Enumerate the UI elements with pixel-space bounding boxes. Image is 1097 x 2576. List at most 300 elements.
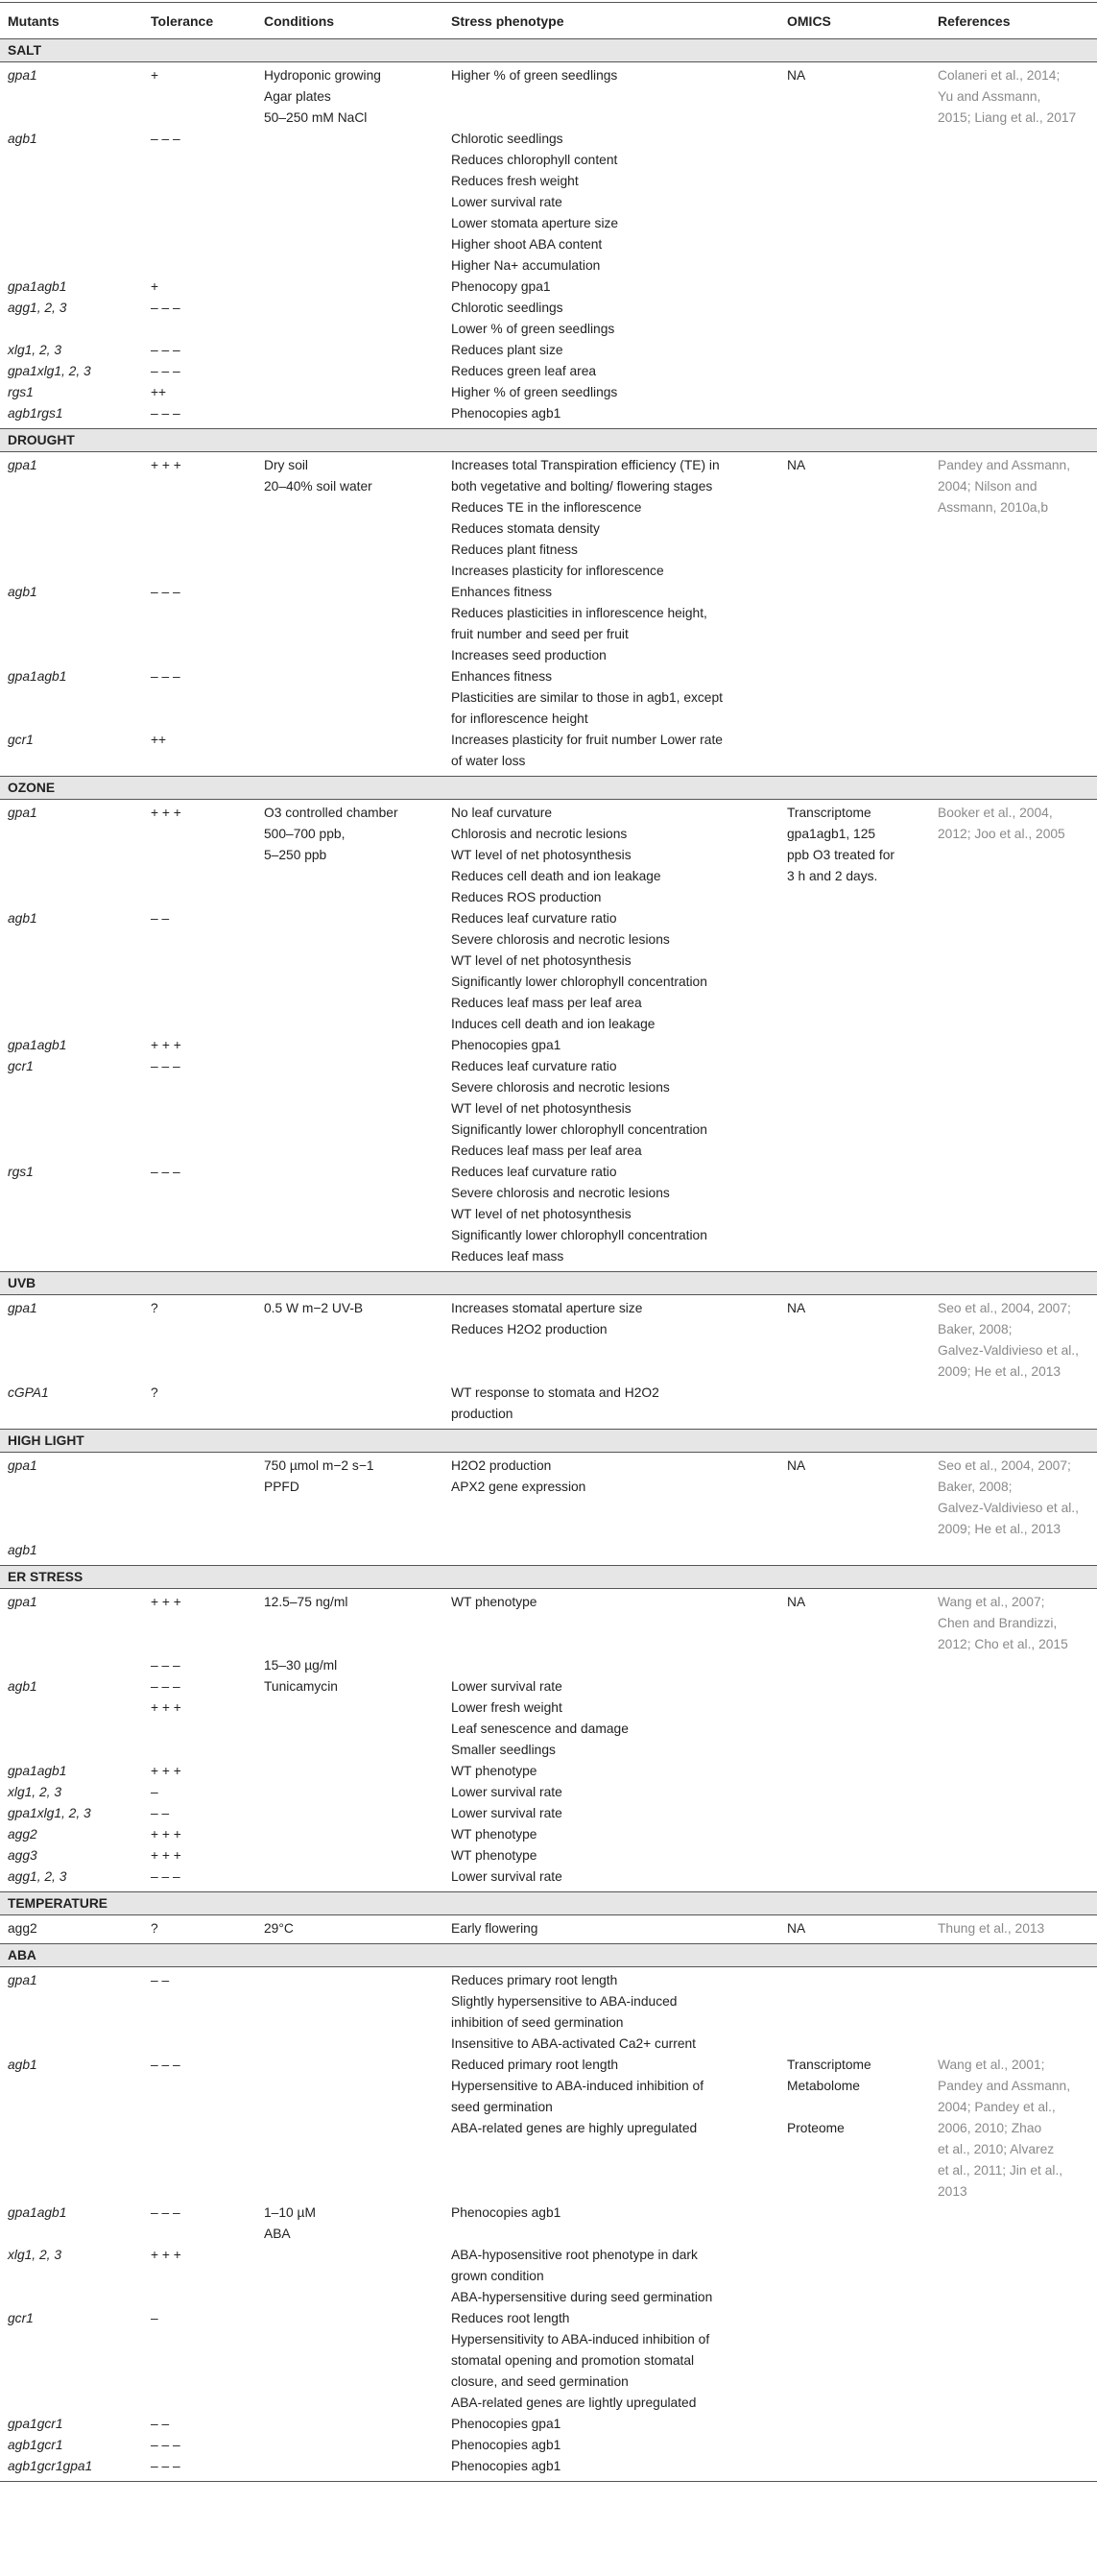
cell-line: Reduces root length	[451, 2311, 570, 2325]
references-cell	[930, 908, 1097, 1035]
omics-cell	[779, 1782, 930, 1803]
conditions-cell	[256, 403, 443, 429]
tolerance-cell: –	[151, 2311, 158, 2325]
cell-line: 750 µmol m−2 s−1	[264, 1458, 374, 1473]
references-cell	[930, 361, 1097, 382]
tolerance-cell: ?	[151, 1921, 158, 1936]
cell-line: Pandey and Assmann,	[938, 458, 1071, 472]
tolerance-cell: + + +	[151, 458, 181, 472]
phenotype-cell	[443, 730, 779, 777]
cell-line: Increases plasticity for inflorescence	[451, 564, 664, 578]
tolerance-cell: – – –	[151, 1679, 180, 1694]
header-mutants: Mutants	[0, 3, 143, 39]
table-row	[0, 1676, 1097, 1697]
table-row	[0, 298, 1097, 340]
cell-line: seed germination	[451, 2100, 553, 2114]
cell-line: Chen and Brandizzi,	[938, 1616, 1058, 1630]
conditions-cell	[256, 277, 443, 298]
table-row	[0, 2414, 1097, 2435]
conditions-cell	[256, 1295, 443, 1384]
mutant-cell: rgs1	[8, 1165, 34, 1179]
conditions-cell	[256, 1824, 443, 1845]
table-row	[0, 1845, 1097, 1866]
mutant-cell: gpa1	[8, 1301, 37, 1315]
cell-line: Reduces plant fitness	[451, 542, 578, 557]
phenotype-cell	[443, 2414, 779, 2435]
omics-cell	[779, 582, 930, 666]
omics-cell	[779, 403, 930, 429]
tolerance-cell: – – –	[151, 1658, 180, 1673]
cell-line: Agar plates	[264, 89, 331, 104]
tolerance-cell: – – –	[151, 585, 180, 599]
cell-line: Pandey and Assmann,	[938, 2079, 1071, 2093]
cell-line: Severe chlorosis and necrotic lesions	[451, 1080, 670, 1095]
conditions-cell	[256, 1383, 443, 1430]
phenotype-cell	[443, 129, 779, 277]
cell-line: Reduces cell death and ion leakage	[451, 869, 661, 883]
cell-line: Lower stomata aperture size	[451, 216, 619, 230]
omics-cell	[779, 666, 930, 730]
cell-line: 15–30 µg/ml	[264, 1658, 338, 1673]
tolerance-cell: – – –	[151, 2058, 180, 2072]
omics-cell	[779, 1676, 930, 1697]
cell-line: Chlorotic seedlings	[451, 132, 563, 146]
references-cell	[930, 1655, 1097, 1676]
section-row	[0, 1944, 1097, 1967]
cell-line: 2012; Cho et al., 2015	[938, 1637, 1068, 1651]
tolerance-cell: ?	[151, 1301, 158, 1315]
tolerance-cell: – –	[151, 1973, 170, 1987]
cell-line: Reduces primary root length	[451, 1973, 618, 1987]
references-cell	[930, 62, 1097, 130]
references-cell	[930, 1589, 1097, 1656]
conditions-cell	[256, 1056, 443, 1162]
phenotype-cell	[443, 2203, 779, 2245]
table-row	[0, 62, 1097, 130]
table-row	[0, 2245, 1097, 2308]
phenotype-cell	[443, 2456, 779, 2482]
cell-line: Reduces leaf mass per leaf area	[451, 1144, 642, 1158]
cell-line: Increases seed production	[451, 648, 607, 662]
cell-line: Lower survival rate	[451, 1869, 562, 1884]
section-row	[0, 777, 1097, 800]
tolerance-cell: –	[151, 1785, 158, 1799]
table-row	[0, 1589, 1097, 1656]
table-row	[0, 1540, 1097, 1566]
table-row	[0, 277, 1097, 298]
mutant-cell: gpa1agb1	[8, 1038, 67, 1052]
cell-line: Lower survival rate	[451, 195, 562, 209]
cell-line: Smaller seedlings	[451, 1743, 556, 1757]
cell-line: Reduces plasticities in inflorescence height,	[451, 606, 707, 620]
cell-line: Higher % of green seedlings	[451, 385, 618, 399]
phenotype-cell	[443, 382, 779, 403]
phenotype-cell	[443, 1782, 779, 1803]
table-row	[0, 2456, 1097, 2482]
references-cell	[930, 2456, 1097, 2482]
phenotype-cell	[443, 1915, 779, 1944]
section-title: TEMPERATURE	[0, 1892, 1097, 1915]
omics-cell	[779, 1383, 930, 1430]
table-row	[0, 452, 1097, 583]
table-row	[0, 1035, 1097, 1056]
conditions-cell	[256, 1035, 443, 1056]
omics-cell	[779, 730, 930, 777]
tolerance-cell: – –	[151, 1806, 170, 1820]
cell-line: WT level of net photosynthesis	[451, 1101, 632, 1116]
cell-line: Reduces leaf mass per leaf area	[451, 996, 642, 1010]
cell-line: Significantly lower chlorophyll concentration	[451, 975, 707, 989]
references-cell	[930, 277, 1097, 298]
section-title: ER STRESS	[0, 1566, 1097, 1589]
cell-line: Dry soil	[264, 458, 308, 472]
references-cell	[930, 452, 1097, 583]
cell-line: Lower % of green seedlings	[451, 322, 615, 336]
header-tolerance: Tolerance	[143, 3, 256, 39]
cell-line: Hypersensitive to ABA-induced inhibition of	[451, 2079, 704, 2093]
mutant-cell: agg1, 2, 3	[8, 1869, 67, 1884]
mutant-cell: agb1	[8, 2058, 37, 2072]
phenotype-cell	[443, 1967, 779, 2056]
mutant-cell: gpa1	[8, 806, 37, 820]
cell-line: APX2 gene expression	[451, 1480, 586, 1494]
table-row	[0, 382, 1097, 403]
table-row	[0, 582, 1097, 666]
conditions-cell	[256, 361, 443, 382]
cell-line: Leaf senescence and damage	[451, 1721, 629, 1736]
mutant-cell: gpa1xlg1, 2, 3	[8, 1806, 91, 1820]
mutant-cell: gcr1	[8, 2311, 34, 2325]
phenotype-cell	[443, 452, 779, 583]
phenotype-cell	[443, 62, 779, 130]
cell-line: Plasticities are similar to those in agb1, except	[451, 690, 723, 705]
phenotype-cell	[443, 1035, 779, 1056]
tolerance-cell: + + +	[151, 1764, 181, 1778]
conditions-cell	[256, 2435, 443, 2456]
cell-line: WT phenotype	[451, 1764, 537, 1778]
mutant-cell: xlg1, 2, 3	[8, 343, 61, 357]
cell-line: NA	[787, 1458, 806, 1473]
cell-line: 2015; Liang et al., 2017	[938, 110, 1077, 125]
omics-cell	[779, 2308, 930, 2414]
conditions-cell	[256, 340, 443, 361]
tolerance-cell: +	[151, 68, 159, 83]
references-cell	[930, 2414, 1097, 2435]
phenotype-cell	[443, 2245, 779, 2308]
tolerance-cell: + + +	[151, 2248, 181, 2262]
cell-line: Higher Na+ accumulation	[451, 258, 601, 273]
phenotype-cell	[443, 298, 779, 340]
references-cell	[930, 382, 1097, 403]
cell-line: Thung et al., 2013	[938, 1921, 1045, 1936]
phenotype-cell	[443, 1824, 779, 1845]
mutant-cell: agb1rgs1	[8, 406, 63, 421]
references-cell	[930, 2308, 1097, 2414]
omics-cell	[779, 1845, 930, 1866]
omics-cell	[779, 2055, 930, 2203]
cell-line: 2004; Pandey et al.,	[938, 2100, 1056, 2114]
phenotype-cell	[443, 1655, 779, 1676]
header-phenotype: Stress phenotype	[443, 3, 779, 39]
phenotype-cell	[443, 1697, 779, 1761]
phenotype-cell	[443, 1676, 779, 1697]
cell-line: Reduces H2O2 production	[451, 1322, 608, 1336]
section-row	[0, 1272, 1097, 1295]
cell-line: et al., 2010; Alvarez	[938, 2142, 1055, 2156]
mutant-cell: agb1gcr1	[8, 2438, 63, 2452]
cell-line: ABA-related genes are lightly upregulated	[451, 2395, 697, 2410]
conditions-cell	[256, 2308, 443, 2414]
conditions-cell	[256, 1761, 443, 1782]
cell-line: 20–40% soil water	[264, 479, 372, 494]
phenotype-cell	[443, 908, 779, 1035]
conditions-cell	[256, 1697, 443, 1761]
cell-line: 2013	[938, 2184, 967, 2199]
cell-line: both vegetative and bolting/ flowering stages	[451, 479, 713, 494]
cell-line: Lower survival rate	[451, 1785, 562, 1799]
references-cell	[930, 1824, 1097, 1845]
mutant-cell: gpa1agb1	[8, 279, 67, 294]
table-row	[0, 666, 1097, 730]
table-body	[0, 39, 1097, 2482]
mutant-cell: agb1	[8, 585, 37, 599]
conditions-cell	[256, 1866, 443, 1892]
cell-line: 50–250 mM NaCl	[264, 110, 368, 125]
conditions-cell	[256, 582, 443, 666]
cell-line: Reduces leaf curvature ratio	[451, 911, 617, 926]
tolerance-cell: – –	[151, 2417, 170, 2431]
references-cell	[930, 1697, 1097, 1761]
phenotype-cell	[443, 1162, 779, 1272]
cell-line: WT response to stomata and H2O2	[451, 1385, 659, 1400]
references-cell	[930, 298, 1097, 340]
phenotype-cell	[443, 2308, 779, 2414]
cell-line: Booker et al., 2004,	[938, 806, 1053, 820]
tolerance-cell: + + +	[151, 1038, 181, 1052]
references-cell	[930, 1035, 1097, 1056]
omics-cell	[779, 2456, 930, 2482]
phenotype-cell	[443, 277, 779, 298]
cell-line: Induces cell death and ion leakage	[451, 1017, 656, 1031]
mutant-cell: gpa1agb1	[8, 2205, 67, 2220]
references-cell	[930, 730, 1097, 777]
cell-line: Metabolome	[787, 2079, 860, 2093]
cell-line: Phenocopies agb1	[451, 2459, 561, 2473]
tolerance-cell: +	[151, 279, 159, 294]
tolerance-cell: – – –	[151, 132, 180, 146]
references-cell	[930, 1056, 1097, 1162]
cell-line: WT level of net photosynthesis	[451, 848, 632, 862]
cell-line: Significantly lower chlorophyll concentration	[451, 1228, 707, 1242]
conditions-cell	[256, 2456, 443, 2482]
cell-line: Wang et al., 2007;	[938, 1595, 1045, 1609]
references-cell	[930, 1866, 1097, 1892]
references-cell	[930, 1540, 1097, 1566]
cell-line: NA	[787, 68, 806, 83]
phenotype-cell	[443, 2435, 779, 2456]
omics-cell	[779, 361, 930, 382]
cell-line: Severe chlorosis and necrotic lesions	[451, 932, 670, 947]
mutant-cell: gcr1	[8, 1059, 34, 1073]
section-row	[0, 1430, 1097, 1453]
phenotype-cell	[443, 403, 779, 429]
conditions-cell	[256, 1676, 443, 1697]
tolerance-cell	[143, 1453, 256, 1541]
references-cell	[930, 582, 1097, 666]
cell-line: Phenocopies gpa1	[451, 2417, 561, 2431]
tolerance-cell: + + +	[151, 1827, 181, 1842]
phenotype-cell	[443, 1845, 779, 1866]
cell-line: Early flowering	[451, 1921, 538, 1936]
phenotype-cell	[443, 1589, 779, 1656]
cell-line: ABA-hyposensitive root phenotype in dark	[451, 2248, 698, 2262]
cell-line: Higher shoot ABA content	[451, 237, 603, 252]
cell-line: Assmann, 2010a,b	[938, 500, 1049, 515]
cell-line: Phenocopies agb1	[451, 406, 561, 421]
cell-line: Slightly hypersensitive to ABA-induced	[451, 1994, 678, 2009]
table-row	[0, 1761, 1097, 1782]
mutant-cell	[0, 1655, 143, 1676]
section-title: OZONE	[0, 777, 1097, 800]
cell-line: for inflorescence height	[451, 711, 588, 726]
cell-line: H2O2 production	[451, 1458, 552, 1473]
table-row	[0, 2435, 1097, 2456]
tolerance-cell	[143, 1540, 256, 1566]
mutant-cell: gpa1gcr1	[8, 2417, 63, 2431]
mutant-cell: gpa1	[8, 1973, 37, 1987]
conditions-cell	[256, 1845, 443, 1866]
cell-line: Lower fresh weight	[451, 1700, 562, 1715]
cell-line: Transcriptome	[787, 806, 871, 820]
tolerance-cell: + + +	[151, 1595, 181, 1609]
conditions-cell	[256, 666, 443, 730]
cell-line	[787, 2097, 926, 2118]
cell-line: WT level of net photosynthesis	[451, 1207, 632, 1221]
omics-cell	[779, 2435, 930, 2456]
cell-line: Wang et al., 2001;	[938, 2058, 1045, 2072]
cell-line: Significantly lower chlorophyll concentration	[451, 1122, 707, 1137]
phenotype-cell	[443, 1803, 779, 1824]
references-cell	[930, 2055, 1097, 2203]
cell-line: Enhances fitness	[451, 585, 553, 599]
cell-line: Seo et al., 2004, 2007;	[938, 1458, 1071, 1473]
omics-cell	[779, 452, 930, 583]
cell-line: Phenocopies agb1	[451, 2438, 561, 2452]
table-row	[0, 2203, 1097, 2245]
cell-line: NA	[787, 458, 806, 472]
cell-line: Reduces plant size	[451, 343, 563, 357]
mutant-cell: gpa1	[8, 68, 37, 83]
tolerance-cell: – –	[151, 911, 170, 926]
references-cell	[930, 2245, 1097, 2308]
mutant-cell: agb1	[8, 1679, 37, 1694]
phenotype-cell	[443, 1056, 779, 1162]
cell-line: inhibition of seed germination	[451, 2015, 624, 2030]
cell-line: ABA-related genes are highly upregulated	[451, 2121, 698, 2135]
references-cell	[930, 1453, 1097, 1541]
table-row	[0, 1697, 1097, 1761]
omics-cell	[779, 1866, 930, 1892]
cell-line: Reduces leaf mass	[451, 1249, 564, 1264]
cell-line: Hypersensitivity to ABA-induced inhibition of	[451, 2332, 710, 2347]
cell-line: 12.5–75 ng/ml	[264, 1595, 348, 1609]
cell-line: Colaneri et al., 2014;	[938, 68, 1061, 83]
cell-line: ppb O3 treated for	[787, 848, 894, 862]
cell-line: Reduces leaf curvature ratio	[451, 1165, 617, 1179]
tolerance-cell: ++	[151, 733, 167, 747]
cell-line: WT level of net photosynthesis	[451, 953, 632, 968]
phenotype-cell	[443, 1866, 779, 1892]
cell-line: Hydroponic growing	[264, 68, 381, 83]
omics-cell	[779, 277, 930, 298]
omics-cell	[779, 340, 930, 361]
header-conditions: Conditions	[256, 3, 443, 39]
cell-line: Seo et al., 2004, 2007;	[938, 1301, 1071, 1315]
mutant-cell: agg3	[8, 1848, 37, 1863]
cell-line: NA	[787, 1921, 806, 1936]
cell-line: of water loss	[451, 754, 526, 768]
conditions-cell	[256, 2245, 443, 2308]
table-row	[0, 1453, 1097, 1541]
mutant-cell: agg2	[8, 1827, 37, 1842]
cell-line: Increases total Transpiration efficiency (TE) in	[451, 458, 720, 472]
cell-line: Proteome	[787, 2121, 845, 2135]
cell-line: Phenocopies agb1	[451, 2205, 561, 2220]
mutant-cell: gpa1agb1	[8, 669, 67, 684]
cell-line: ABA	[264, 2227, 291, 2241]
mutant-cell: gpa1	[8, 1458, 37, 1473]
cell-line: Chlorotic seedlings	[451, 301, 563, 315]
cell-line: Severe chlorosis and necrotic lesions	[451, 1186, 670, 1200]
section-title: ABA	[0, 1944, 1097, 1967]
phenotype-cell	[443, 361, 779, 382]
conditions-cell	[256, 1655, 443, 1676]
conditions-cell	[256, 1453, 443, 1541]
header-omics: OMICS	[779, 3, 930, 39]
table-row	[0, 1383, 1097, 1430]
table-row	[0, 800, 1097, 909]
cell-line: Baker, 2008;	[938, 1322, 1013, 1336]
cell-line: 29°C	[264, 1921, 294, 1936]
references-cell	[930, 1676, 1097, 1697]
phenotype-cell	[443, 1295, 779, 1384]
tolerance-cell: – – –	[151, 1165, 180, 1179]
mutant-cell: gpa1xlg1, 2, 3	[8, 364, 91, 378]
section-row	[0, 39, 1097, 62]
tolerance-cell: – – –	[151, 343, 180, 357]
table-row	[0, 1056, 1097, 1162]
omics-cell	[779, 129, 930, 277]
tolerance-cell: – – –	[151, 2438, 180, 2452]
cell-line: 5–250 ppb	[264, 848, 327, 862]
omics-cell	[779, 908, 930, 1035]
mutant-cell: agg2	[8, 1921, 37, 1936]
omics-cell	[779, 1589, 930, 1656]
cell-line: ABA-hypersensitive during seed germination	[451, 2290, 713, 2304]
mutant-cell: gpa1	[8, 458, 37, 472]
omics-cell	[779, 1803, 930, 1824]
omics-cell	[779, 1761, 930, 1782]
references-cell	[930, 1967, 1097, 2056]
mutant-cell: agg1, 2, 3	[8, 301, 67, 315]
cell-line: Higher % of green seedlings	[451, 68, 618, 83]
cell-line: Reduces stomata density	[451, 521, 600, 536]
cell-line: grown condition	[451, 2269, 544, 2283]
references-cell	[930, 666, 1097, 730]
references-cell	[930, 1803, 1097, 1824]
table-row	[0, 1295, 1097, 1384]
references-cell	[930, 1761, 1097, 1782]
